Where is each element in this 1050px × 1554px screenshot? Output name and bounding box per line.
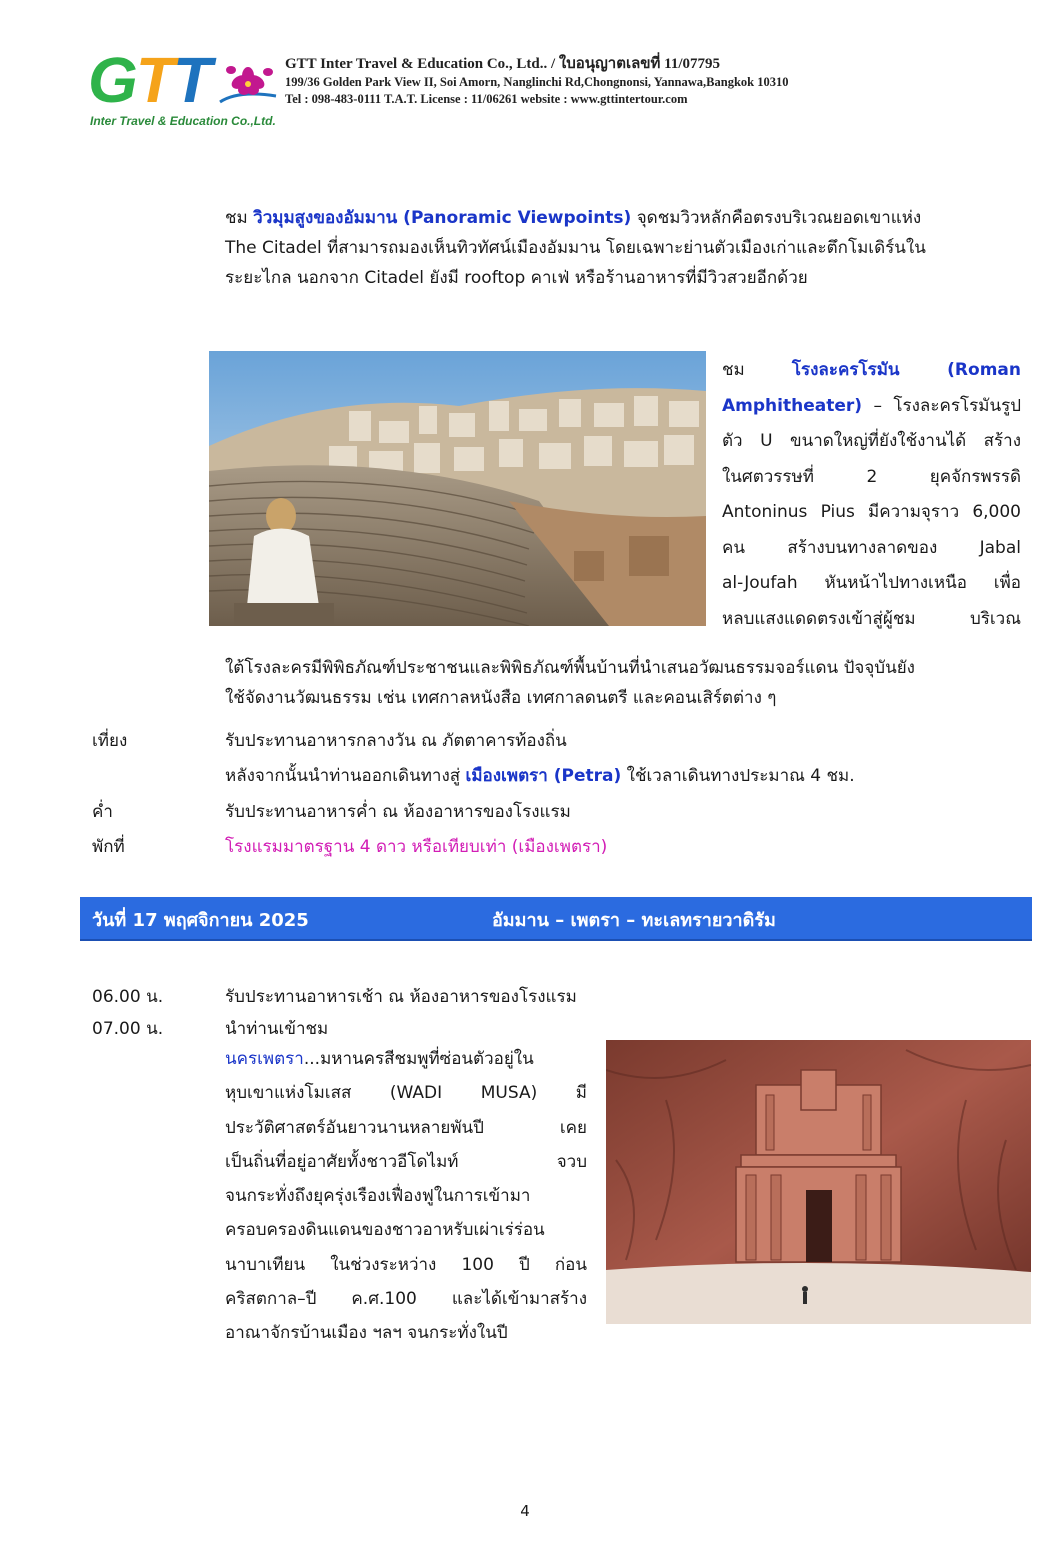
petra-line-8: คริสตกาล–ปี ค.ศ.100 และได้เข้ามาสร้าง — [225, 1289, 587, 1310]
petra-line-3: ประวัติศาสตร์อันยาวนานหลายพันปี เคย — [225, 1117, 587, 1138]
roman-line-3: ตัว U ขนาดใหญ่ที่ยังใช้งานได้ สร้าง — [722, 431, 1021, 451]
roman-line-2 — [722, 389, 1021, 425]
roman-line-4: ในศตวรรษที่ 2 ยุคจักรพรรดิ — [722, 466, 1021, 487]
roman-line-9: ใต้โรงละครมีพิพิธภัณฑ์ประชาชนและพิพิธภัณฑ์พื้นบ้านที่นำเสนอวัฒนธรรมจอร์แดน ปัจจุบันยัง — [225, 658, 915, 678]
petra-treasury-photo — [606, 1040, 1031, 1324]
lunch-text: รับประทานอาหารกลางวัน ณ ภัตตาคารท้องถิ่น — [225, 731, 567, 751]
dinner-text: รับประทานอาหารค่ำ ณ ห้องอาหารของโรงแรม — [225, 802, 571, 822]
roman-amphitheater-photo — [209, 351, 706, 626]
roman-line-8: หลบแสงแดดตรงเข้าสู่ผู้ชม บริเวณ — [722, 608, 1021, 629]
petra-title: นครเพตรา — [225, 1049, 304, 1069]
time-0600: 06.00 น. — [92, 987, 164, 1007]
breakfast-text: รับประทานอาหารเช้า ณ ห้องอาหารของโรงแรม — [225, 987, 577, 1007]
roman-line-5: Antoninus Pius มีความจุราว 6,000 — [722, 502, 1021, 522]
petra-line-6: ครอบครองดินแดนของชาวอาหรับเผ่าเร่ร่อน — [225, 1220, 545, 1241]
dinner-label: ค่ำ — [92, 802, 113, 822]
petra-city-highlight: เมืองเพตรา (Petra) — [465, 766, 622, 786]
roman-line-1 — [722, 353, 1021, 389]
petra-line-7: นาบาเทียน ในช่วงระหว่าง 100 ปี ก่อน — [225, 1254, 587, 1275]
day-header-bar — [80, 897, 1032, 941]
roman-continued-text — [225, 653, 1021, 713]
page-number: 4 — [520, 1502, 530, 1520]
petra-line-2: หุบเขาแห่งโมเสส (WADI MUSA) มี — [225, 1083, 587, 1104]
company-contact: Tel : 098-483-0111 T.A.T. License : 11/06261 website : www.gttintertour.com — [285, 92, 688, 106]
logo-subtitle: Inter Travel & Education Co.,Ltd. — [90, 114, 276, 128]
roman-lead: ชม — [722, 360, 792, 380]
travel-post: ใช้เวลาเดินทางประมาณ 4 ชม. — [621, 766, 855, 786]
roman-line-10: ใช้จัดงานวัฒนธรรม เช่น เทศกาลหนังสือ เทศกาลดนตรี และคอนเสิร์ตต่าง ๆ — [225, 688, 777, 708]
viewpoints-line-1 — [225, 203, 1021, 233]
time-0700: 07.00 น. — [92, 1019, 164, 1039]
viewpoints-paragraph — [225, 203, 1021, 293]
roman-title-a: โรงละครโรมัน (Roman — [791, 360, 1021, 380]
roman-line-7: al-Joufah หันหน้าไปทางเหนือ เพื่อ — [722, 573, 1021, 593]
roman-line2-rest: – โรงละครโรมันรูป — [862, 395, 1021, 416]
petra-line-4: เป็นถิ่นที่อยู่อาศัยทั้งชาวอีโดไมท์ จวบ — [225, 1151, 587, 1172]
roman-amphitheater-text — [722, 353, 1021, 637]
roman-title-b: Amphitheater) — [722, 395, 863, 416]
visit-text: นำท่านเข้าชม — [225, 1019, 329, 1039]
company-logo — [82, 44, 282, 134]
travel-to-petra — [225, 761, 855, 791]
company-info — [285, 54, 788, 108]
day-route: อัมมาน – เพตรา – ทะเลทรายวาดิรัม — [492, 910, 776, 931]
hotel-text: โรงแรมมาตรฐาน 4 ดาว หรือเทียบเท่า (เมืองเพตรา) — [225, 837, 608, 857]
company-address: 199/36 Golden Park View II, Soi Amorn, Nanglinchi Rd,Chongnonsi, Yannawa,Bangkok 10310 — [285, 75, 789, 89]
orchid-flower-icon — [218, 62, 278, 108]
day-date: วันที่ 17 พฤศจิกายน 2025 — [92, 910, 309, 931]
lunch-label: เที่ยง — [92, 731, 128, 751]
company-name: GTT Inter Travel & Education Co., Ltd.. / ใบอนุญาตเลขที่ 11/07795 — [285, 56, 721, 72]
petra-line-9: อาณาจักรบ้านเมือง ฯลฯ จนกระทั่งในปี — [225, 1323, 508, 1344]
petra-paragraph — [225, 1042, 587, 1351]
viewpoints-lead: ชม — [225, 208, 254, 228]
viewpoints-line1-rest: จุดชมวิวหลักคือตรงบริเวณยอดเขาแห่ง — [631, 208, 922, 228]
logo-wordmark: GTT — [88, 44, 210, 116]
viewpoints-title: วิวมุมสูงของอัมมาน (Panoramic Viewpoints) — [253, 208, 632, 228]
petra-line-1 — [225, 1042, 587, 1076]
hotel-label: พักที่ — [92, 837, 125, 857]
viewpoints-line-3: ระยะไกล นอกจาก Citadel ยังมี rooftop คาเฟ่ หรือร้านอาหารที่มีวิวสวยอีกด้วย — [225, 268, 808, 288]
roman-line-6: คน สร้างบนทางลาดของ Jabal — [722, 537, 1021, 558]
viewpoints-line-2: The Citadel ที่สามารถมองเห็นทิวทัศน์เมืองอัมมาน โดยเฉพาะย่านตัวเมืองเก่าและตึกโมเดิร์นใน — [225, 238, 926, 258]
petra-line-5: จนกระทั่งถึงยุครุ่งเรืองเฟื่องฟูในการเข้ามา — [225, 1186, 531, 1207]
travel-pre: หลังจากนั้นนำท่านออกเดินทางสู่ — [225, 766, 466, 786]
petra-line1-rest: ...มหานครสีชมพูที่ซ่อนตัวอยู่ใน — [303, 1049, 534, 1069]
